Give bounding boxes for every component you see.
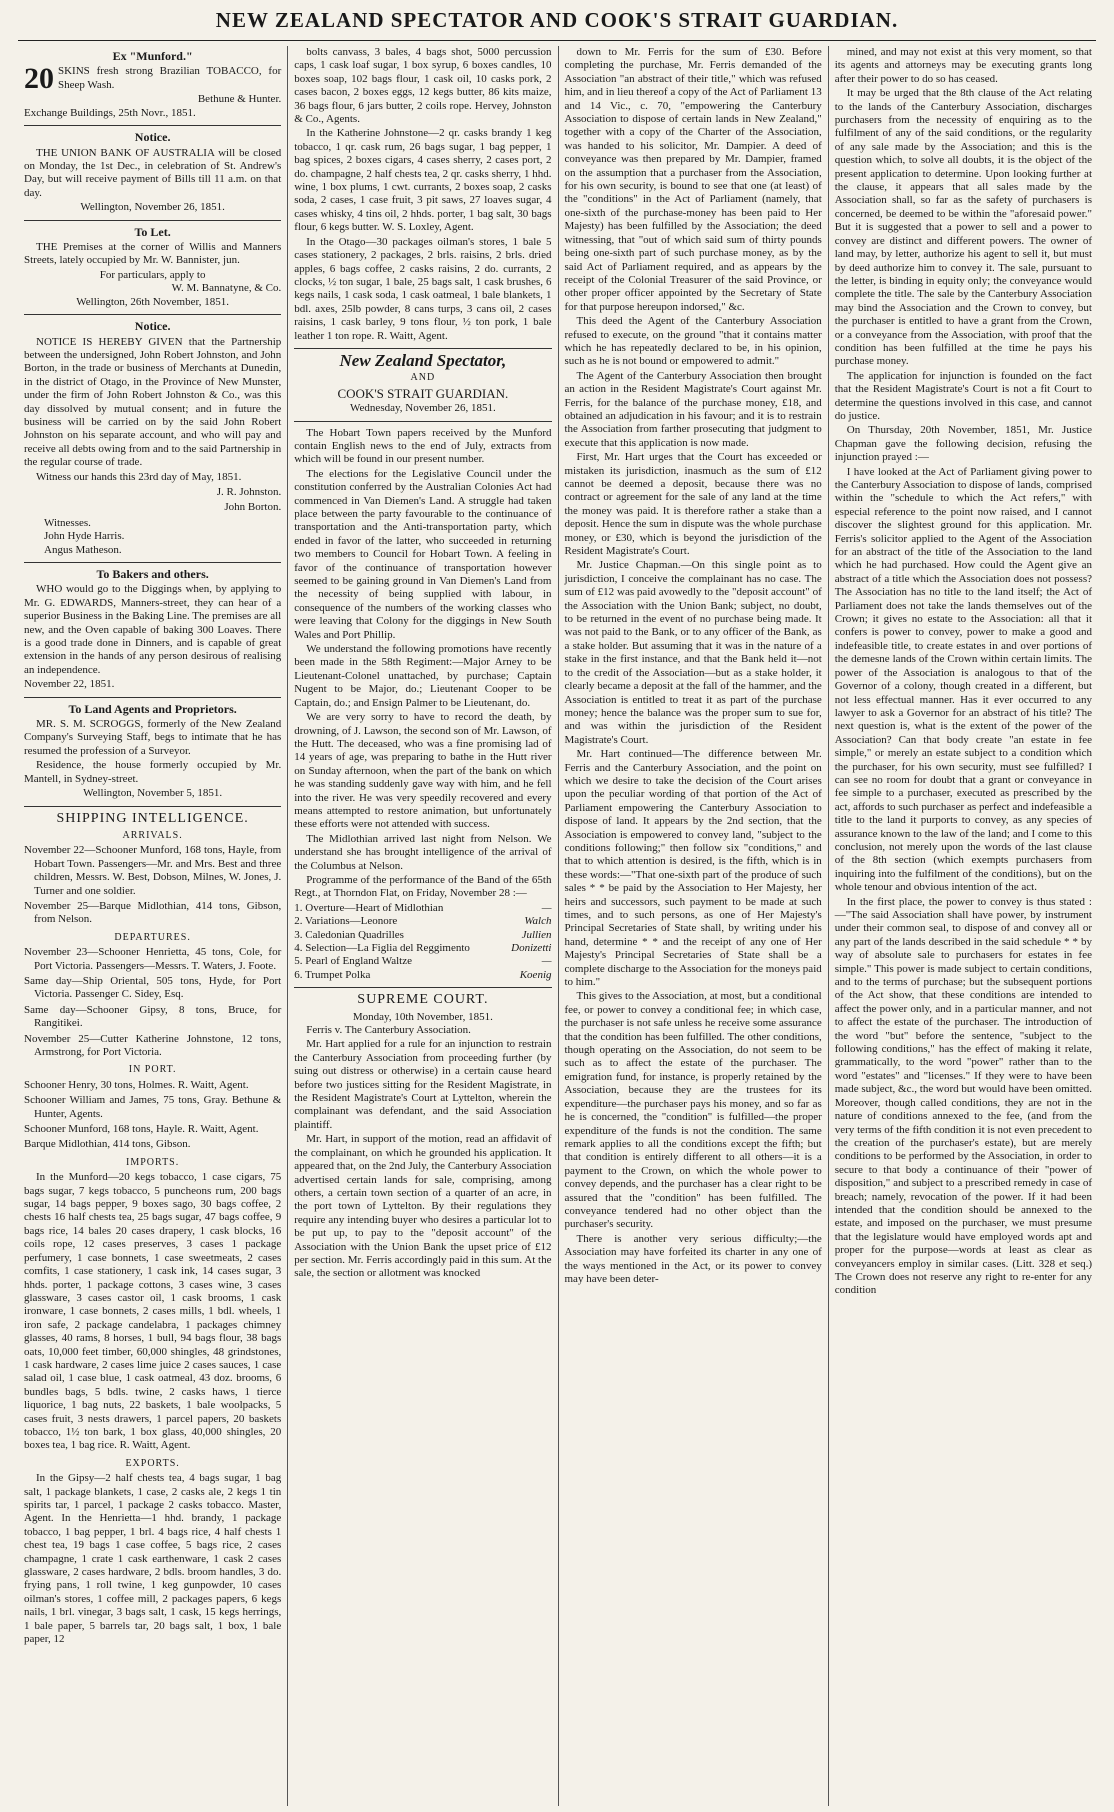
masthead-title: NEW ZEALAND SPECTATOR AND COOK'S STRAIT GUARDIAN. <box>215 8 899 32</box>
column-2 <box>287 46 557 1806</box>
columns <box>18 46 1098 1806</box>
ad-partnership-witnesses: Witnesses. <box>44 516 91 529</box>
ad-partnership-sign-2: John Borton. <box>224 501 282 514</box>
court-paragraph: It may be urged that the 8th clause of the Act relating to the lands of the Canterbury Association, discharges purchasers from the necessity of enquiring as to the fulfilment of any of the said conditions, or the regularity of any sale made by the Association; and this is the question which, to solve all doubts, it is the object of the present application to determine. Upon looking further at the clause, it appears that all sales made by the Association shall, so far as the safety of purchasers is concerned, be deemed to be within the "aforesaid power." But it is suggested that a power to sell and a power to convey are distinct and different powers. The owner of land may, by letter, authorize his agent to sell it, but must by deed authorize him to convey it. The sale, pursuant to the letter, is binding in equity only; the conveyance would complete the title. The sale by the Canterbury Association may bind the Association and the Crown to convey, but the purchaser is entitled to have a grant from the Crown, or a conveyance from the Association, with proof that the condition has been fulfilled at the time he pays his purchase money. <box>834 87 1092 368</box>
ad-munford-body <box>24 62 282 96</box>
departures-title: DEPARTURES. <box>114 931 191 943</box>
programme-item <box>294 902 551 915</box>
programme-composer: Jullien <box>521 928 552 941</box>
ad-to-let-sign: W. M. Bannatyne, & Co. <box>171 282 282 295</box>
court-paragraph: The application for injunction is founded on the fact that the Resident Magistrate's Court is not a fit Court to determine the questions involved in this case, and cannot do justice. <box>834 369 1092 422</box>
supreme-court-title: SUPREME COURT. <box>357 992 489 1008</box>
in-port-entry: Schooner Munford, 168 tons, Hayle. R. Waitt, Agent. <box>24 1123 259 1136</box>
divider <box>294 987 551 988</box>
programme-item <box>294 969 551 982</box>
court-paragraph: In the first place, the power to convey is thus stated :—"The said Association shall have power, by instrument under their common seal, to dispose of and convey all or any part of the lands described in the said schedule * * by way of absolute sale to purchasers for estates in fee simple." This power is made subject to certain conditions, and to the terms of purchase; but the subsequent portions of the Act show, that these conditions are intended to affect the power only, and in a particular manner, and not to affect the estate of the purchaser. The introduction of the word "but" before the sentence, "subject to the following conditions," has the effect of making it relate, grammatically, to the word "power" rather than to the word "estates" and "licenses." If they were to have been made subject, &c., the word but would have been omitted. Moreover, though called conditions, they are not in the nature of conditions annexed to the fee, (and from the very terms of the fifth condition it is not even precedent to the creation of the purchaser's estate), but are merely conditions to be performed by the Association, in order to secure to that body a continuance of their "power of disposition," and subject to a prescribed remedy in case of breach; namely, revocation of the power. If it had been intended that the condition should be annexed to the estate, and imposed on the purchaser, we must presume that the legislature would have employed words apt and proper for the purpose—words at least as clear as conveyancers employ in similar cases. (Litt. 328 et seq.) The Crown does not reserve any right to re-enter for any condition <box>834 895 1092 1297</box>
ad-partnership-title: Notice. <box>134 319 171 334</box>
ad-to-let-apply: For particulars, apply to <box>99 268 206 281</box>
court-paragraph: First, Mr. Hart urges that the Court has exceeded or mistaken its jurisdiction, inasmuch as the sum of £12 cannot be deemed a deposit, because there was no contract or agreement for the sale of any land at the time the money was paid. It is therefore rather a stake than a deposit. Hence the sum in dispute was the whole purchase money, or £30, which is beyond the jurisdiction of the Resident Magistrate's Court. <box>564 451 822 558</box>
in-port-entry: Schooner William and James, 75 tons, Gray. Bethune & Hunter, Agents. <box>24 1094 282 1120</box>
editorial-paragraph: The Hobart Town papers received by the Munford contain English news to the end of July, extracts from which will be found in our present number. <box>294 426 552 466</box>
programme-piece: 6. Trumpet Polka <box>294 968 371 981</box>
programme-item <box>294 955 551 968</box>
programme-piece: 4. Selection—La Figlia del Reggimento <box>294 942 470 954</box>
exports-continued: bolts canvass, 3 bales, 4 bags shot, 5000 percussion caps, 1 cask loaf sugar, 1 box syrup, 6 boxes candles, 10 boxes soap, 102 bags flour, 1 cask oil, 10 casks pork, 2 cases bacon, 2 boxes eggs, 12 kegs butter, 86 kits maize, 36 bags flour, 6 jars butter, 2 coils rope. Hervey, Johnston & Co., Agents. <box>294 46 552 126</box>
column-1 <box>18 46 287 1806</box>
in-port-entry: Schooner Henry, 30 tons, Holmes. R. Waitt, Agent. <box>24 1078 249 1091</box>
in-port-title: IN PORT. <box>128 1064 177 1076</box>
exports-title: EXPORTS. <box>125 1457 180 1469</box>
nameplate: New Zealand Spectator, <box>339 350 507 370</box>
nameplate-guardian: COOK'S STRAIT GUARDIAN. <box>337 385 509 401</box>
ad-munford-text: SKINS fresh strong Brazilian TOBACCO, for Sheep Wash. <box>58 65 282 91</box>
programme-piece: 1. Overture—Heart of Midlothian <box>294 901 444 914</box>
ad-union-bank-text: THE UNION BANK OF AUSTRALIA will be closed on Monday, the 1st Dec., in celebration of St. Andrew's Day, but will receive payment of Bills till 11 a.m. on that day. <box>24 146 282 199</box>
ad-to-let-title: To Let. <box>134 224 171 239</box>
ad-bakers-date: November 22, 1851. <box>24 678 115 691</box>
ad-munford-number: 20 <box>24 62 54 96</box>
imports-text: In the Munford—20 kegs tobacco, 1 case cigars, 75 bags sugar, 7 kegs tobacco, 5 puncheons rum, 200 bags sugar, 14 bags pepper, 9 boxes sago, 30 bags coffee, 2 chests 16 half chests tea, 25 bags sugar, 47 bags coffee, 9 bags rice, 14 bales 20 cases drapery, 1 cask blocks, 16 coils rope, 12 cases preserves, 3 cases 1 package perfumery, 1 case bonnets, 1 case sweetmeats, 2 cases comfits, 1 case stationery, 1 cask ink, 14 cases sugar, 3 hhds. porter, 1 package cottons, 3 cases wine, 3 cases glassware, 3 cases castor oil, 1 cask brooms, 1 cask ironware, 1 case bonnets, 2 cases mills, 1 bdl. wheels, 1 iron safe, 2 package candelabra, 1 packages chimney glasses, 40 rams, 8 horses, 1 bull, 94 bags flour, 38 bags oats, 10,000 feet timber, 60,000 shingles, 48 grindstones, 1 cask hardware, 2 cases lime juice 2 cases sauces, 1 case salad oil, 1 case blue, 1 cask oatmeal, 43 doz. brooms, 6 bundles bags, 5 bdls. twine, 2 casks haws, 1 tierce liquorice, 1 bag nuts, 22 baskets, 1 bale woolpacks, 5 cases fruit, 3 nests drawers, 1 parcel papers, 20 baskets tobacco, 1½ ton bark, 1 box glass, 40,000 shingles, 20 boxes tea, 1 bag rice. R. Waitt, Agent. <box>24 1171 282 1452</box>
programme-item <box>294 942 551 955</box>
programme-piece: 3. Caledonian Quadrilles <box>294 928 404 941</box>
divider <box>294 348 551 349</box>
ad-bakers-title: To Bakers and others. <box>96 567 209 581</box>
departure-entry: Same day—Schooner Gipsy, 8 tons, Bruce, for Rangitikei. <box>24 1003 282 1030</box>
programme-item <box>294 929 551 942</box>
ad-munford-title: Ex "Munford." <box>112 49 193 63</box>
ad-bakers-text: WHO would go to the Diggings when, by applying to Mr. G. EDWARDS, Manners-street, they can hear of a superior Business in the Baking Line. The premises are all new, and the Oven capable of baking 300 Loaves. There is a good trade done in Dinners, and is capable of great extension in the hands of any person desirous of realising an independence. <box>24 583 282 676</box>
exports-otago: In the Otago—30 packages oilman's stores, 1 bale 5 cases stationery, 2 packages, 2 brls. raisins, 2 brls. dried apples, 6 bags coffee, 2 casks raisins, 2 do. currants, 2 clocks, ½ ton sugar, 1 bale, 25 bags salt, 1 cask brushes, 6 kegs nails, 1 cask soda, 1 cask oatmeal, 1 bale blankets, 1 bdl. axes, 25lb powder, 8 cans turps, 3 cans oil, 2 cases raisins, 1 cask barley, 9 tons flour, ½ ton pork, 1 bale leather 1 ton rope. R. Waitt, Agent. <box>294 235 552 342</box>
programme-composer: Walch <box>524 915 552 928</box>
court-date: Monday, 10th November, 1851. <box>352 1010 493 1023</box>
exports-katherine: In the Katherine Johnstone—2 qr. casks brandy 1 keg tobacco, 1 qr. cask rum, 26 bags sugar, 1 bag pepper, 1 bag spices, 2 boxes cigars, 4 cases sherry, 2 cases port, 2 do. champagne, 2 half chests tea, 2 qr. casks sherry, 1 hhd. wine, 1 box plums, 1 cwt. currants, 2 boxes soap, 2 casks soda, 2 cases, 1 case fruit, 3 pit saws, 27 loaves sugar, 4 cases whisky, 4 tins oil, 2 hhds. porter, 1 bag salt, 30 bags flour, 6 kegs butter. W. S. Loxley, Agent. <box>294 127 552 234</box>
court-paragraph: Mr. Hart applied for a rule for an injunction to restrain the Canterbury Association from proceeding further (by suing out distress or otherwise) in a certain cause heard before two justices sitting for the Resident Magistrate, in the Resident Magistrate's Court at Lyttelton, wherein the complainant was defendant, and the said Association plaintiff. <box>294 1038 552 1131</box>
editorial-paragraph: The Midlothian arrived last night from Nelson. We understand she has brought intelligence of the arrival of the Columbus at Nelson. <box>294 832 552 872</box>
ad-union-bank-title: Notice. <box>134 130 171 145</box>
column-3 <box>558 46 828 1806</box>
court-paragraph: Mr. Hart continued—The difference between Mr. Ferris and the Canterbury Association, and the point on which we desire to take the decision of the Court arises upon the peculiar wording of that portion of the Act of Parliament empowering the Canterbury Association to dispose of land. It appears by the 2nd section, that the Association is empowered to convey land, "subject to the conditions following;" then follow six "conditions," and that to which attention is desired, is the fifth, which is in these words:—"That one-sixth part of the produce of such sales * * be paid by the Association to Her Majesty, her heirs and successors, such payment to be made at such times, and to such persons, as one of Her Majesty's Principal Secretaries of State shall, by writing under his hand, determine * * and the receipt of any one of Her Majesty's Principal Secretaries of State shall be a complete discharge to the Association for the moneys paid to him." <box>564 748 822 989</box>
arrivals-title: ARRIVALS. <box>122 829 183 841</box>
ad-partnership-sign-1: J. R. Johnston. <box>216 485 282 498</box>
programme-piece: 2. Variations—Leonore <box>294 915 398 928</box>
ad-land-agents-date: Wellington, November 5, 1851. <box>83 787 223 800</box>
court-paragraph: Mr. Hart, in support of the motion, read an affidavit of the complainant, on which he grounded his application. It appeared that, on the 2nd July, the Canterbury Association advertised certain lands for sale, comprising, among others, a certain town section of a quarter of an acre, in the port town of Lyttelton. By their regulations they require any intending buyer who desires a particular lot to be put up, to pay to the "deposit account" of the Association with the Union Bank the upset price of £12 per section. Mr. Ferris accordingly paid in this sum. At the sale, the section or allotment was knocked <box>294 1133 552 1280</box>
nameplate-and: AND <box>410 372 436 384</box>
editorial-paragraph: The elections for the Legislative Council under the constitution conferred by the Australian Colonies Act had commenced in Van Diemen's Land. A struggle had taken place between the party favourable to the continuance of transportation and the Anti-transportation party, which ended in favor of the latter, who succeeded in returning two members to Council for Hobart Town. A feeling in favor of the continuance of transportation however seemed to be gaining ground in Van Diemen's Land from the necessity of being supplied with labour, in consequence of the numbers of the working classes who were leaving that Colony for the diggings in New South Wales and Port Phillip. <box>294 467 552 641</box>
court-paragraph: mined, and may not exist at this very moment, so that its agents and attorneys may be executing grants long after their power to do so has ceased. <box>834 46 1092 85</box>
ad-partnership-witness: Witness our hands this 23rd day of May, 1851. <box>36 470 242 483</box>
court-paragraph: Mr. Justice Chapman.—On this single point as to jurisdiction, I conceive the complainant has no case. The sum of £12 was paid avowedly to the "deposit account" of the Association with the Union Bank; subject, no doubt, to be returned in the event of no purchase being made. It was not paid to the Bank, or to any officer of the Bank, as a stake holder. But assuming that it was in the nature of a stake in the first instance, and that the Bank held it—not to the credit of the Association—but as a stake holder, it clearly became a deposit at the fall of the hammer, and the Association is entitled to treat it as part of the purchase money; hence the balance was the proper sum to sue for, and was within the jurisdiction of the Resident Magistrate's Court. <box>564 559 822 746</box>
masthead-rule <box>18 40 1096 41</box>
ad-to-let-text: THE Premises at the corner of Willis and Manners Streets, lately occupied by Mr. W. Bannister, jun. <box>24 241 282 267</box>
case-title: Ferris v. The Canterbury Association. <box>306 1024 471 1037</box>
ad-munford-place: Exchange Buildings, 25th Novr., 1851. <box>24 106 196 119</box>
programme-composer: Donizetti <box>511 942 552 954</box>
exports-text: In the Gipsy—2 half chests tea, 4 bags sugar, 1 bag salt, 1 package blankets, 1 case, 2 casks ale, 2 kegs 1 tin spirits tar, 1 parcel, 1 package 2 casks tobacco. Master, Agent. In the Henrietta—1 hhd. brandy, 1 package tobacco, 1 bag pepper, 1 brl. 4 bags rice, 4 half chests 1 chest tea, 19 bags 1 case coffee, 5 bags rice, 2 cases champagne, 1 crate 1 cask earthenware, 1 cask 2 cases glassware, 2 cases hardware, 2 bdls. broom handles, 3 do. frying pans, 1 roll twine, 1 keg gunpowder, 10 cases oilman's stores, 1 coffee mill, 2 packages papers, 6 kegs nails, 1 brl. vinegar, 3 bags salt, 1 cask, 15 kegs herrings, 1 bale paper, 5 barrels tar, 20 bags salt, 1 box, 1 bale paper, 12 <box>24 1472 282 1646</box>
ad-union-bank-date: Wellington, November 26, 1851. <box>80 201 225 214</box>
ad-land-agents-text: MR. S. M. SCROGGS, formerly of the New Zealand Company's Surveying Staff, begs to intimate that he has resumed the profession of a Surveyor. <box>24 718 282 757</box>
dateline: Wednesday, November 26, 1851. <box>350 402 496 415</box>
editorial-paragraph: We understand the following promotions have recently been made in the 58th Regiment:—Major Arney to be Lieutenant-Colonel unattached, by purchase; Captain Nugent to be Major, do.; Lieutenant Cooper to be Captain, do.; and Ensign Palmer to be Lieutenant, do. <box>294 643 552 709</box>
shipping-title: SHIPPING INTELLIGENCE. <box>56 810 249 826</box>
ad-to-let-date: Wellington, 26th November, 1851. <box>76 295 229 308</box>
arrival-entry: November 25—Barque Midlothian, 414 tons, Gibson, from Nelson. <box>24 899 282 926</box>
ad-partnership-text: NOTICE IS HEREBY GIVEN that the Partnership between the undersigned, John Robert Johnston, and John Borton, in the trade or business of Merchants at Dunedin, in the district of Otago, in the Province of New Munster, under the firm of John Robert Johnston & Co., was this day dissolved by mutual consent; and in future the business will be carried on by the said John Robert Johnston on his separate account, and who will pay and receive all debts owing from and to the said Partnership in the regular course of trade. <box>24 335 282 469</box>
editorial-paragraph: We are very sorry to have to record the death, by drowning, of J. Lawson, the second son of Mr. Lawson, of the Hutt. The deceased, who was a fine promising lad of 14 years of age, was preparing to bathe in the Hutt river on Sunday afternoon, when the part of the bank on which he was standing suddenly gave way with him, and he fell into the river. He was very speedily recovered and every means attempted to restore animation, but unfortunately these efforts were not attended with success. <box>294 711 552 831</box>
divider <box>24 125 281 126</box>
ad-land-agents-text-2: Residence, the house formerly occupied by Mr. Mantell, in Sydney-street. <box>24 759 282 785</box>
divider <box>24 697 281 698</box>
divider <box>24 314 281 315</box>
court-paragraph: I have looked at the Act of Parliament giving power to the Canterbury Association to dispose of lands, comprised within the "schedule to which the Act refers," with especial reference to the point now raised, and I cannot discover the slightest ground for this application. Mr. Ferris's solicitor applied to the Agent of the Association for an abstract of the title of the Association to the land which he had purchased. How could the Agent give an abstract of a title which the Association does not possess? The Association has no title to the land itself; the Act of Parliament does not take the lands themselves out of the Crown; it gives no estate to the Association: all that it confers is power to convey, power to make a good and indefeasible title, to create estates in and over portions of the demesne lands of the Crown within certain limits. The power of the Association is analogous to that of the Governor of a colony, though created in a different, but not less effectual manner. Has it ever occurred to any lawyer to ask a Governor for an abstract of his title? The next question is, what is the extent of the power of the Association? Can that body create "an estate in fee simple," or merely an estate subject to a condition which the purchaser, for his own security, must see fulfilled? I can see no room for doubt that a grant or conveyance in fee simple to a purchaser, executed as prescribed by the act, affords to such purchaser as perfect and indefeasible a title to the land it purports to convey, as any species of assurance known to the law of the land; and I come to this conclusion, not merely upon the words of the last clause of the 8th section (which exempts purchasers from inquiring into the fulfilment of the conditions), but on the whole tenour and obvious intention of the act. <box>834 465 1092 894</box>
ad-munford-sign: Bethune & Hunter. <box>197 93 282 106</box>
court-paragraph: This deed the Agent of the Canterbury Association refused to execute, on the ground "that it contains matter which he has repeatedly declared to be, in his opinion, such as he is not bound or empowered to admit." <box>564 315 822 368</box>
departure-entry: November 25—Cutter Katherine Johnstone, 12 tons, Armstrong, for Port Victoria. <box>24 1032 282 1058</box>
court-paragraph: On Thursday, 20th November, 1851, Mr. Justice Chapman gave the following decision, refusing the injunction prayed :— <box>834 424 1092 464</box>
programme-item <box>294 915 551 928</box>
departure-entry: November 23—Schooner Henrietta, 45 tons, Cole, for Port Victoria. Passengers—Messrs. T. Waters, J. Foote. <box>24 946 282 972</box>
court-paragraph: There is another very serious difficulty;—the Association may have forfeited its charter in any one of the ways mentioned in the Act, or its power to convey may have been deter- <box>564 1232 822 1285</box>
ad-partnership-witness-1: John Hyde Harris. <box>44 530 125 543</box>
court-paragraph: The Agent of the Canterbury Association then brought an action in the Resident Magistrate's Court against Mr. Ferris, for the balance of the purchase money, £18, and obtained an adjudication in his favour; and it is to restrain the Association from farther prosecuting that judgment to execute that this application is now made. <box>564 369 822 449</box>
court-paragraph: This gives to the Association, at most, but a conditional fee, or power to convey a conditional fee; in which case, the purchaser is not safe unless he receive some assurance that the condition has been fulfilled. The other conditions, though operating on the Association, do not seem to be such as to affect the estate of the purchaser. The emigration fund, for instance, is properly retained by the Association, because they are the trustees for its expenditure—the purchaser pays his money, and so far as he is concerned, the "condition" is fulfilled—the proper expenditure of the funds is not the condition. The same remark applies to all the conditions except the fifth; but that condition is entirely different to all others—it is a payment to the Crown, on which the whole power to convey depends, and the purchaser has a clear right to be assured that the "condition" has been fulfilled. The conveyance tendered had no other object than the purchaser's security. <box>564 990 822 1231</box>
divider <box>24 562 281 563</box>
programme-intro: Programme of the performance of the Band of the 65th Regt., at Thorndon Flat, on Friday, November 28 :— <box>294 873 552 900</box>
programme-piece: 5. Pearl of England Waltze <box>294 955 412 968</box>
divider <box>24 220 281 221</box>
programme-composer: Koenig <box>519 968 552 981</box>
departure-entry: Same day—Ship Oriental, 505 tons, Hyde, for Port Victoria. Passenger C. Sidey, Esq. <box>24 974 282 1001</box>
imports-title: IMPORTS. <box>126 1156 180 1168</box>
court-paragraph: down to Mr. Ferris for the sum of £30. Before completing the purchase, Mr. Ferris demanded of the Association "an abstract of their title," which was refused him, and in lieu thereof a copy of the Act of Parliament 13 and 14 Vic., c. 70, "empowering the Canterbury Association to dispose of certain lands in New Zealand," together with a copy of the Charter of the Association, was handed to his solicitor, Mr. Dampier. A deed of conveyance was then prepared by Mr. Dampier, framed on the assumption that a purchaser from the Association, for his own security, is bound to see that one (at least) of the "conditions" in the Act of Parliament (namely, that one-sixth of the purchase-money has been paid to Her Majesty) has been fulfilled by the Association; the deed witnessing, that "out of which said sum of thirty pounds being one-sixth part of such purchase money, as by the said Act of Parliament required, and as appears by the receipt of the Colonial Treasurer of the said Province, or other proper officer appointed by the Secretary of State for that purpose hereupon indorsed," &c. <box>564 46 822 313</box>
in-port-entry: Barque Midlothian, 414 tons, Gibson. <box>24 1138 191 1151</box>
programme-composer: — <box>541 955 552 968</box>
divider <box>24 806 281 807</box>
programme-composer: — <box>541 901 552 914</box>
ad-land-agents-title: To Land Agents and Proprietors. <box>68 701 237 716</box>
divider <box>294 421 551 422</box>
ad-partnership-witness-2: Angus Matheson. <box>44 543 122 556</box>
arrival-entry: November 22—Schooner Munford, 168 tons, Hayle, from Hobart Town. Passengers—Mr. and Mrs. Best and three children, Messrs. W. Best, Dobson, Milnes, W. Jones, J. Turner and one soldier. <box>24 844 282 897</box>
column-4 <box>828 46 1098 1806</box>
